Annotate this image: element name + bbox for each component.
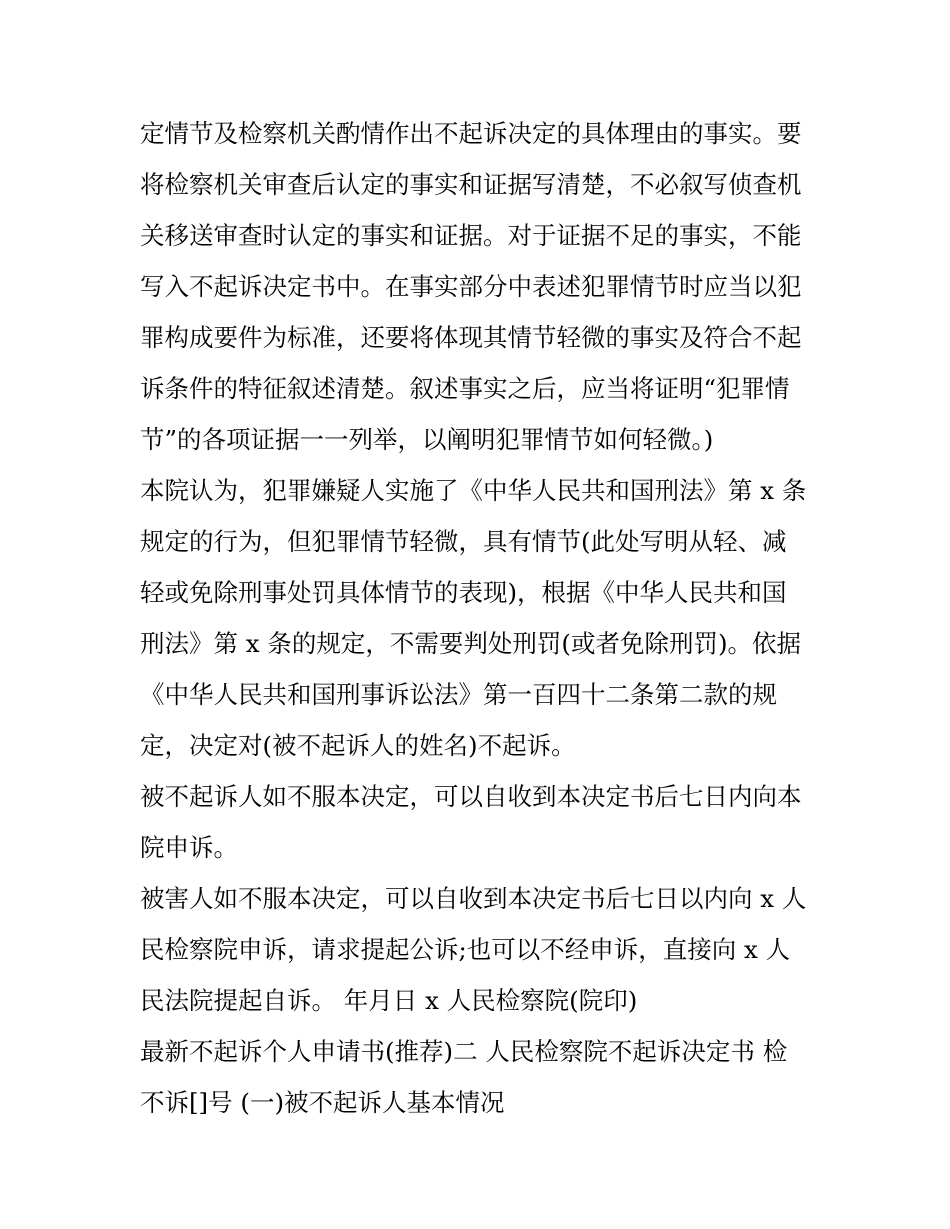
text-line: 定，决定对(被不起诉人的姓名)不起诉。 [140, 731, 576, 760]
text-line: 定情节及检察机关酌情作出不起诉决定的具体理由的事实。要 [140, 119, 802, 148]
paragraph-victim-appeal [140, 873, 820, 1026]
text-line: 本院认为，犯罪嫌疑人实施了《中华人民共和国刑法》第 x 条 [140, 476, 807, 505]
text-line: 被不起诉人如不服本决定，可以自收到本决定书后七日内向本 [140, 782, 802, 811]
text-line: 不诉[]号 (一)被不起诉人基本情况 [140, 1088, 505, 1117]
text-line: 被害人如不服本决定，可以自收到本决定书后七日以内向 x 人 [140, 884, 807, 913]
text-line: 最新不起诉个人申请书(推荐)二 人民检察院不起诉决定书 检 [140, 1037, 788, 1066]
paragraph-defendant-appeal [140, 771, 820, 873]
text-line: 民法院提起自诉。 年月日 x 人民检察院(院印) [140, 986, 638, 1015]
paragraph-court-opinion [140, 465, 820, 771]
text-line: 节”的各项证据一一列举，以阐明犯罪情节如何轻微。) [140, 425, 714, 454]
text-line: 规定的行为，但犯罪情节轻微，具有情节(此处写明从轻、减 [140, 527, 787, 556]
text-line: 民检察院申诉，请求提起公诉;也可以不经申诉，直接向 x 人 [140, 935, 791, 964]
text-line: 轻或免除刑事处罚具体情节的表现)，根据《中华人民共和国 [140, 578, 787, 607]
paragraph-facts-requirements [140, 108, 820, 465]
text-line: 关移送审查时认定的事实和证据。对于证据不足的事实，不能 [140, 221, 802, 250]
text-line: 刑法》第 x 条的规定，不需要判处刑罚(或者免除刑罚)。依据 [140, 629, 802, 658]
text-line: 罪构成要件为标准，还要将体现其情节轻微的事实及符合不起 [140, 323, 802, 352]
paragraph-section-heading [140, 1026, 820, 1128]
document-body [140, 108, 820, 1128]
text-line: 诉条件的特征叙述清楚。叙述事实之后，应当将证明“犯罪情 [140, 374, 790, 403]
text-line: 将检察机关审查后认定的事实和证据写清楚，不必叙写侦查机 [140, 170, 802, 199]
text-line: 写入不起诉决定书中。在事实部分中表述犯罪情节时应当以犯 [140, 272, 802, 301]
text-line: 院申诉。 [140, 833, 238, 862]
text-line: 《中华人民共和国刑事诉讼法》第一百四十二条第二款的规 [140, 680, 777, 709]
